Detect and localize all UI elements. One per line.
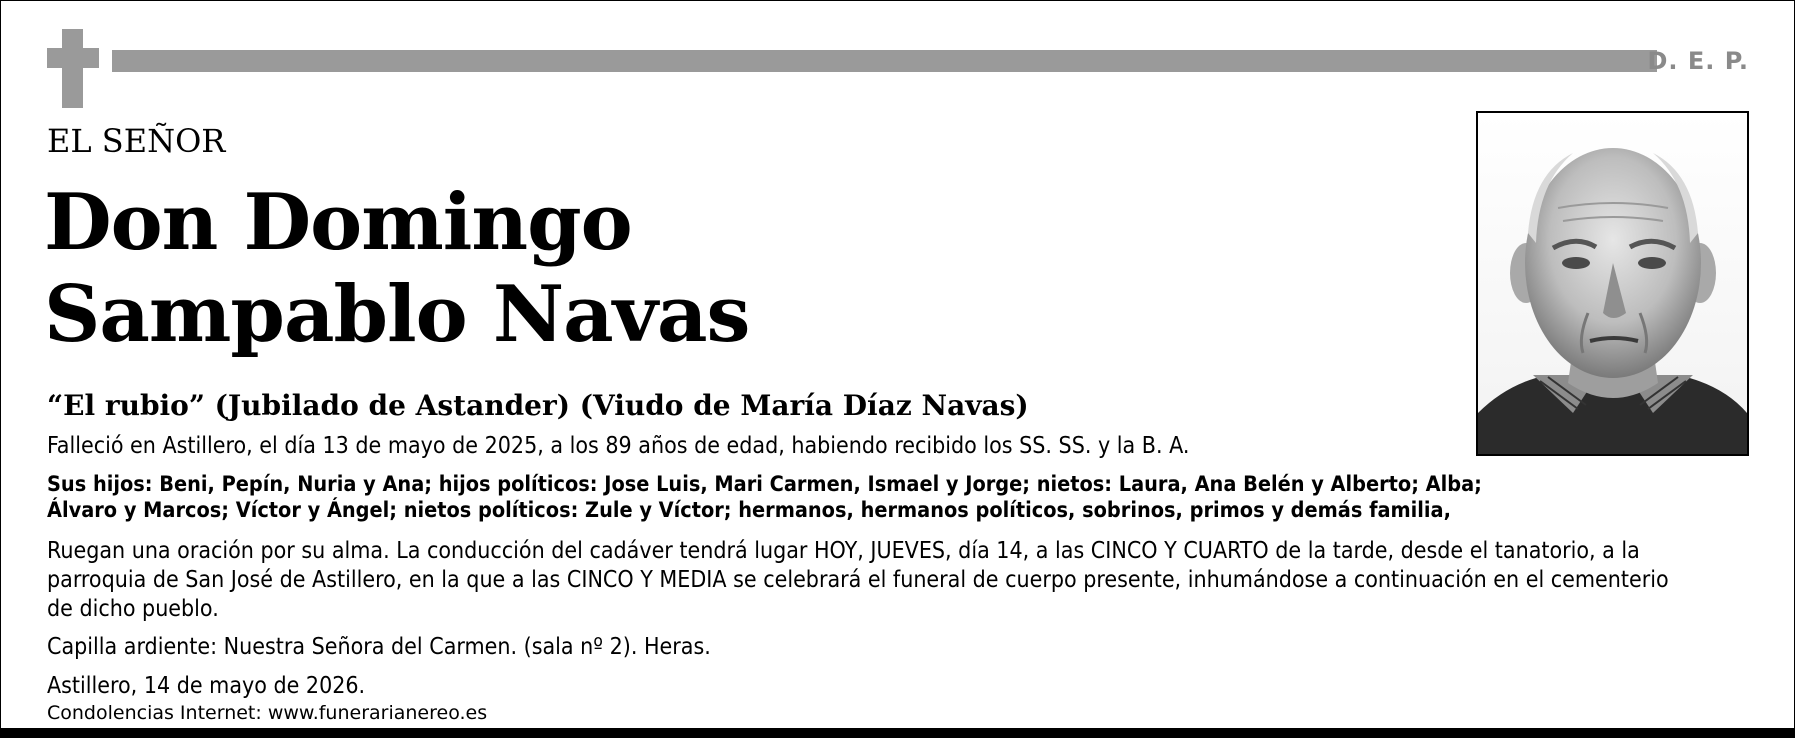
chapel-info: Capilla ardiente: Nuestra Señora del Carmen. (sala nº 2). Heras. <box>47 634 711 660</box>
condolences-link: Condolencias Internet: www.funerarianereo.es <box>47 702 488 724</box>
family-line-2: Álvaro y Marcos; Víctor y Ángel; nietos políticos: Zule y Víctor; hermanos, hermanos políticos, sobrinos, primos y demás familia, <box>47 498 1451 523</box>
cross-icon <box>47 29 99 108</box>
name-line-2: Sampablo Navas <box>44 269 750 360</box>
portrait-photo <box>1476 111 1749 456</box>
bottom-rule <box>0 728 1795 738</box>
family-line-1: Sus hijos: Beni, Pepín, Nuria y Ana; hijos políticos: Jose Luis, Mari Carmen, Ismael y Jorge; nietos: Laura, Ana Belén y Alberto; Alba; <box>47 472 1482 497</box>
header-rule <box>112 50 1657 72</box>
nickname-line: “El rubio” (Jubilado de Astander) (Viudo de María Díaz Navas) <box>47 389 1029 422</box>
title-prefix: EL SEÑOR <box>47 122 226 160</box>
deceased-name <box>44 177 749 361</box>
portrait-image <box>1478 113 1747 454</box>
dep-label: D. E. P. <box>1647 47 1749 75</box>
family-list <box>47 472 1687 524</box>
place-date: Astillero, 14 de mayo de 2026. <box>47 673 366 699</box>
death-notice: Falleció en Astillero, el día 13 de mayo de 2025, a los 89 años de edad, habiendo recibido los SS. SS. y la B. A. <box>47 433 1190 459</box>
funeral-details: Ruegan una oración por su alma. La conducción del cadáver tendrá lugar HOY, JUEVES, día 14, a las CINCO Y CUARTO de la tarde, desde el tanatorio, a la parroquia de San José de Astillero, en la que a las CINCO Y MEDIA se celebrará el funeral de cuerpo presente, inhumándose a continuación en el cementerio de dicho pueblo. <box>47 538 1669 622</box>
name-line-1: Don Domingo <box>44 177 632 268</box>
